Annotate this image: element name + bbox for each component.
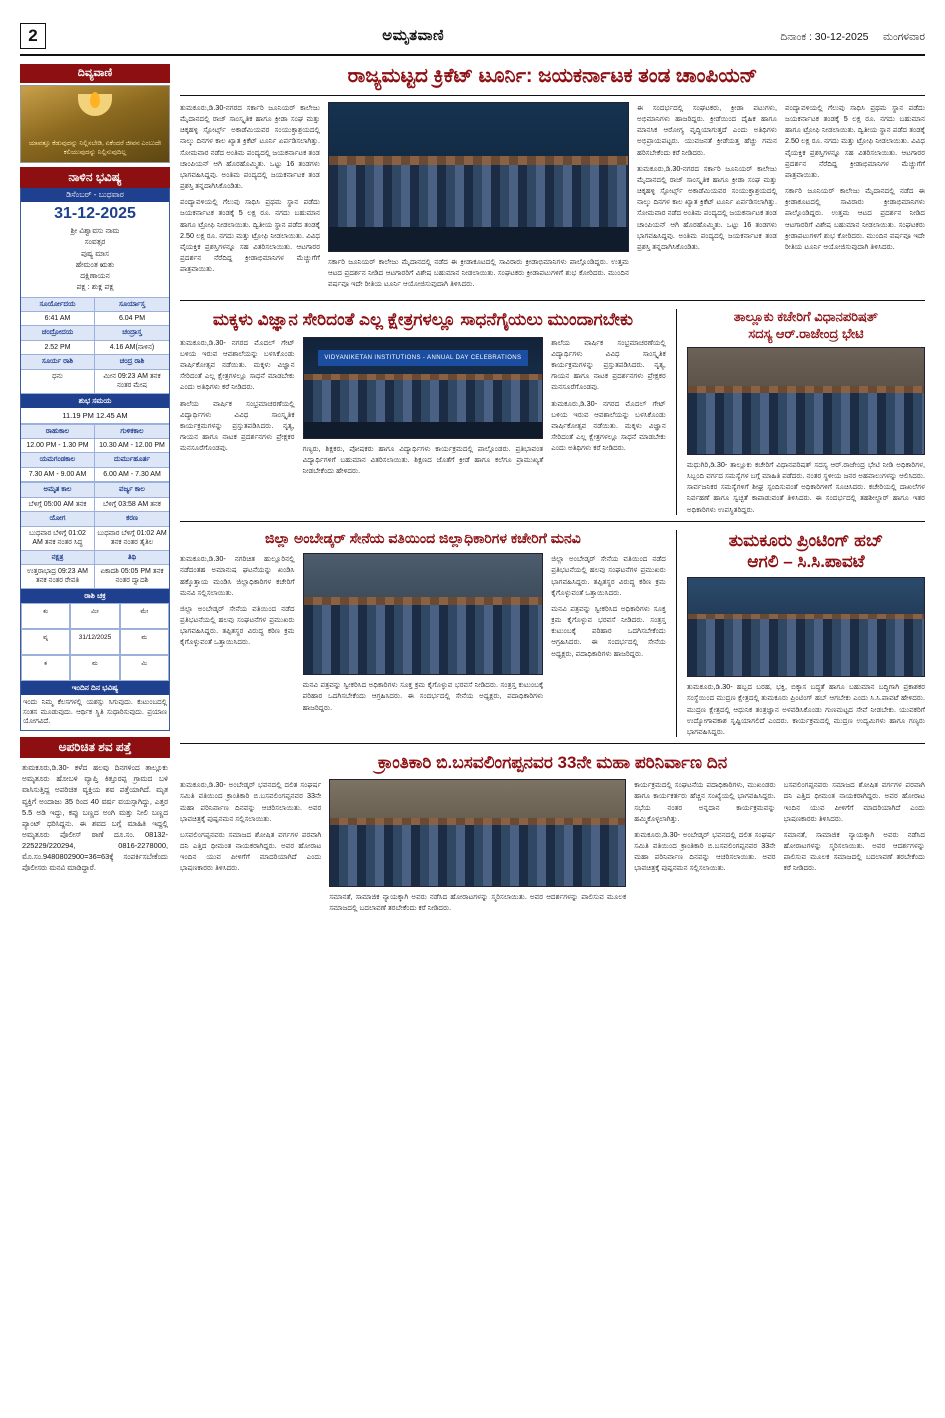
divyavani-caption: ಯಾವತ್ತೂ ಕೆಡುವುದನ್ನು ನಿಲ್ಲಿಸಬೇಡಿ, ಏಕೆಂದರೆ ಜೀವನ ಎಂಬುದೇ ಕಲಿಯುವುದನ್ನು ನಿಲ್ಲಿಸುವುದಿಲ್ಲ — [28, 140, 162, 157]
science-headline: ಮಕ್ಕಳು ವಿಜ್ಞಾನ ಸೇರಿದಂತೆ ಎಲ್ಲ ಕ್ಷೇತ್ರಗಳಲ್ಲೂ ಸಾಧನೆಗೈಯಲು ಮುಂದಾಗಬೇಕು — [212, 310, 634, 330]
science-para: ತುಮಕೂರು,ಡಿ.30- ನಗರದ ಮೊದಲ್ ಗೇಟ್ ಬಳಿಯ ಇರುವ ಆವಶಾಲೆಯನ್ನು ಬಳಸಿಕೊಂಡು ವಾರ್ಷಿಕೋತ್ಸವ ನಡೆಯಿತು. ಮಕ್ಕಳು ವಿಜ್ಞಾನ ಸೇರಿದಂತೆ ಎಲ್ಲ ಕ್ಷೇತ್ರಗಳಲ್ಲೂ ಸಾಧನೆ ಮಾಡಬೇಕು ಎಂದು ಅತಿಥಿಗಳು ಕರೆ ನೀಡಿದರು. — [180, 337, 295, 392]
nakshatra-header: ನಕ್ಷತ್ರ — [21, 551, 95, 565]
tithi-header: ತಿಥಿ — [95, 551, 169, 565]
good-time-header: ಶುಭ ಸಮಯ — [21, 394, 169, 408]
content-area — [180, 64, 925, 1394]
amritakala-header: ಅಮೃತ ಕಾಲ — [21, 483, 95, 497]
basavalingappa-para: ಸಮಾನತೆ, ಸಾಮಾಜಿಕ ನ್ಯಾಯಕ್ಕಾಗಿ ಅವರು ನಡೆಸಿದ ಹೋರಾಟಗಳನ್ನು ಸ್ಮರಿಸಲಾಯಿತು. ಅವರ ಆದರ್ಶಗಳನ್ನು ಪಾಲಿಸುವ ಮೂಲಕ ಸಮಾಜದಲ್ಲಿ ಬದಲಾವಣೆ ತರಬೇಕೆಂದು ಕರೆ ನೀಡಿದರು. — [783, 829, 925, 873]
good-time-value: 11.19 PM 12.45 AM — [21, 408, 169, 424]
ambedkar-para: ಮನವಿ ಪತ್ರವನ್ನು ಸ್ವೀಕರಿಸಿದ ಅಧಿಕಾರಿಗಳು ಸೂಕ್ತ ಕ್ರಮ ಕೈಗೊಳ್ಳುವ ಭರವಸೆ ನೀಡಿದರು. ಸಂತ್ರಸ್ತ ಕುಟುಂಬಕ್ಕೆ ಪರಿಹಾರ ಒದಗಿಸಬೇಕೆಂದು ಆಗ್ರಹಿಸಿದರು. ಈ ಸಂದರ್ಭದಲ್ಲಿ ಸೇನೆಯ ಅಧ್ಯಕ್ಷರು, ಪದಾಧಿಕಾರಿಗಳು ಹಾಜರಿದ್ದರು. — [551, 603, 666, 658]
ambedkar-col-2 — [303, 679, 544, 712]
printing-headline-line2: ಆಗಲಿ – ಸಿ.ಸಿ.ಪಾವಟೆ — [747, 552, 865, 571]
cricket-para: ಈ ಸಂದರ್ಭದಲ್ಲಿ ಸಂಘಟಕರು, ಕ್ರೀಡಾ ಪಟುಗಳು, ಅಭಿಮಾನಿಗಳು ಹಾಜರಿದ್ದರು. ಕ್ರೀಡೆಯಿಂದ ದೈಹಿಕ ಹಾಗೂ ಮಾನಸಿಕ ಆರೋಗ್ಯ ವೃದ್ಧಿಯಾಗುತ್ತದೆ ಎಂದು ಅತಿಥಿಗಳು ಅಭಿಪ್ರಾಯಪಟ್ಟರು. ಯುವಜನತೆ ಕ್ರೀಡೆಯತ್ತ ಹೆಚ್ಚು ಗಮನ ಹರಿಸಬೇಕೆಂದು ಕರೆ ನೀಡಿದರು. — [637, 103, 777, 157]
panchanga-line: ಪುಷ್ಯ ಮಾಸ — [80, 248, 110, 258]
cricket-para: ಸರ್ಕಾರಿ ಜೂನಿಯರ್ ಕಾಲೇಜು ಮೈದಾನದಲ್ಲಿ ನಡೆದ ಈ ಕ್ರೀಡಾಕೂಟದಲ್ಲಿ ಸಾವಿರಾರು ಕ್ರೀಡಾಭಿಮಾನಿಗಳು ಪಾಲ್ಗೊಂಡಿದ್ದರು. ಉತ್ತಮ ಆಟದ ಪ್ರದರ್ಶನ ನೀಡಿದ ಆಟಗಾರರಿಗೆ ವಿಶೇಷ ಬಹುಮಾನ ನೀಡಲಾಯಿತು. ಸಂಘಟಕರು ಕ್ರೀಡಾಪಟುಗಳಿಗೆ ಶುಭ ಕೋರಿದರು. ಮುಂದಿನ ವರ್ಷವೂ ಇದೇ ರೀತಿಯ ಟೂರ್ನಿ ಆಯೋಜಿಸುವುದಾಗಿ ತಿಳಿಸಿದರು. — [328, 257, 629, 289]
basavalingappa-para: ಸಮಾನತೆ, ಸಾಮಾಜಿಕ ನ್ಯಾಯಕ್ಕಾಗಿ ಅವರು ನಡೆಸಿದ ಹೋರಾಟಗಳನ್ನು ಸ್ಮರಿಸಲಾಯಿತು. ಅವರ ಆದರ್ಶಗಳನ್ನು ಪಾಲಿಸುವ ಮೂಲಕ ಸಮಾಜದಲ್ಲಿ ಬದಲಾವಣೆ ತರಬೇಕೆಂದು ಕರೆ ನೀಡಿದರು. — [329, 892, 627, 913]
rashi-cell: ಮೇ — [120, 603, 169, 629]
science-col-2 — [303, 443, 544, 476]
panchanga-head: ಡಿಸೆಂಬರ್ - ಬುಧವಾರ — [21, 188, 169, 202]
unidentified-body-text: ತುಮಕೂರು,ಡಿ.30- ಕಳೆದ ಹಲವು ದಿನಗಳಿಂದ ತಾಲ್ಲೂಕು ಅಮೃತೂರು ಹೋಬಳಿ ವ್ಯಾಪ್ತಿ ಕಿತ್ತೂರಪ್ಪ ಗ್ರಾಮದ ಬಳಿ ವಾಸಿಸುತ್ತಿದ್ದ ಅಪರಿಚಿತ ವ್ಯಕ್ತಿಯ ಶವ ಪತ್ತೆಯಾಗಿದೆ. ಮೃತ ವ್ಯಕ್ತಿಗೆ ಅಂದಾಜು 35 ರಿಂದ 40 ವರ್ಷ ವಯಸ್ಸಾಗಿದ್ದು, ಎತ್ತರ 5.5 ಅಡಿ ಇದ್ದು, ಕಪ್ಪು ಬಣ್ಣದ ಅಂಗಿ ಮತ್ತು ನೀಲಿ ಬಣ್ಣದ ಪ್ಯಾಂಟ್ ಧರಿಸಿದ್ದನು. ಈ ಶವದ ಬಗ್ಗೆ ಮಾಹಿತಿ ಇದ್ದಲ್ಲಿ ಅಮೃತೂರು ಪೊಲೀಸ್ ಠಾಣೆ ದೂ.ಸಂ. 08132-225229/220294, 0816-2278000, ಮೊ.ಸಂ.9480802900=36=63ಕ್ಕೆ ಸಂಪರ್ಕಿಸಬೇಕೆಂದು ಪೊಲೀಸರು ಮನವಿ ಮಾಡಿದ್ದಾರೆ. — [22, 763, 168, 873]
panchanga-line: ಪಕ್ಷ : ಶುಕ್ಲ ಪಕ್ಷ — [76, 282, 114, 292]
basavalingappa-photo-block — [329, 779, 626, 918]
rashi-cell: ಕ — [21, 655, 70, 681]
rashi-chart — [21, 603, 169, 681]
panchanga-lines — [21, 225, 169, 297]
cricket-col-1 — [180, 102, 320, 294]
varjyakala-value: ಬೆಳಿಗ್ಗೆ 03:58 AM ತನಕ — [95, 498, 169, 512]
rashi-cell: ಕು — [21, 603, 70, 629]
panchanga-line: ದಕ್ಷಿಣಾಯನ — [80, 271, 110, 280]
science-photo-banner: VIDYANIKETAN INSTITUTIONS - ANNUAL DAY CELEBRATIONS — [318, 350, 528, 366]
story-science — [180, 309, 666, 514]
science-para: ತುಮಕೂರು,ಡಿ.30- ನಗರದ ಮೊದಲ್ ಗೇಟ್ ಬಳಿಯ ಇರುವ ಆವಶಾಲೆಯನ್ನು ಬಳಸಿಕೊಂಡು ವಾರ್ಷಿಕೋತ್ಸವ ನಡೆಯಿತು. ಮಕ್ಕಳು ವಿಜ್ಞಾನ ಸೇರಿದಂತೆ ಎಲ್ಲ ಕ್ಷೇತ್ರಗಳಲ್ಲೂ ಸಾಧನೆ ಮಾಡಬೇಕು ಎಂದು ಅತಿಥಿಗಳು ಕರೆ ನೀಡಿದರು. — [551, 398, 666, 453]
left-rail — [20, 64, 170, 1394]
ambedkar-col-3 — [551, 553, 666, 717]
science-photo-block — [303, 337, 544, 481]
basavalingappa-para: ತುಮಕೂರು,ಡಿ.30- ಅಂಬೇಡ್ಕರ್ ಭವನದಲ್ಲಿ ದಲಿತ ಸಂಘರ್ಷ ಸಮಿತಿ ವತಿಯಿಂದ ಕ್ರಾಂತಿಕಾರಿ ಬಿ.ಬಸವಲಿಂಗಪ್ಪನವರ 33ನೇ ಮಹಾ ಪರಿನಿರ್ವಾಣ ದಿನವನ್ನು ಆಚರಿಸಲಾಯಿತು. ಅವರ ಭಾವಚಿತ್ರಕ್ಕೆ ಪುಷ್ಪನಮನ ಸಲ್ಲಿಸಲಾಯಿತು. — [180, 780, 322, 823]
sun-sign-header: ಸೂರ್ಯ ರಾಶಿ — [21, 355, 95, 369]
sunset-header: ಸೂರ್ಯಾಸ್ತ — [95, 298, 169, 312]
nakshatra-value: ಉತ್ತರಾಭಾದ್ರ 09:23 AM ತನಕ ನಂತರ ರೇವತಿ — [21, 565, 95, 589]
cricket-headline: ರಾಜ್ಯಮಟ್ಟದ ಕ್ರಿಕೆಟ್ ಟೂರ್ನಿ: ಜಯಕರ್ನಾಟಕ ತಂಡ ಚಾಂಪಿಯನ್ — [347, 65, 758, 87]
science-col-3 — [551, 337, 666, 481]
yoga-value: ಬುಧವಾರ ಬೆಳಿಗ್ಗೆ 01:02 AM ತನಕ ನಂತರ ಸಿದ್ಧ — [21, 527, 95, 551]
ambedkar-headline: ಜಿಲ್ಲಾ ಅಂಬೇಡ್ಕರ್ ಸೇನೆಯ ವತಿಯಿಂದ ಜಿಲ್ಲಾಧಿಕಾರಿಗಳ ಕಚೇರಿಗೆ ಮನವಿ — [264, 529, 581, 546]
cricket-para: ತುಮಕೂರು,ಡಿ.30-ನಗರದ ಸರ್ಕಾರಿ ಜೂನಿಯರ್ ಕಾಲೇಜು ಮೈದಾನದಲ್ಲಿ ರಾಜ್ ಸಾಂಸ್ಕೃತಿಕ ಹಾಗೂ ಕ್ರೀಡಾ ಸಂಘ ಮತ್ತು ಚಿಕ್ಕಹಳ್ಳಿ ಸ್ಪೋರ್ಟ್ಸ್ ಅಕಾಡೆಮಿಯವರ ಸಂಯುಕ್ತಾಶ್ರಯದಲ್ಲಿ ನಾಲ್ಕು ದಿನಗಳ ಕಾಲ ಖ್ಯಾತ ಕ್ರಿಕೆಟ್ ಟೂರ್ನಿ ಏರ್ಪಡಿಸಲಾಗಿತ್ತು. ಸೋಮವಾರ ನಡೆದ ಅಂತಿಮ ಪಂದ್ಯದಲ್ಲಿ ಜಯಕರ್ನಾಟಕ ತಂಡ ಚಾಂಪಿಯನ್ ಆಗಿ ಹೊರಹೊಮ್ಮಿತು. ಒಟ್ಟು 16 ತಂಡಗಳು ಭಾಗವಹಿಸಿದ್ದವು. ಅಂತಿಮ ಪಂದ್ಯದಲ್ಲಿ ಜಯಕರ್ನಾಟಕ ತಂಡ ಪ್ರಶಸ್ತಿ ತನ್ನದಾಗಿಸಿಕೊಂಡಿತು. — [637, 163, 777, 251]
masthead-day: ಮಂಗಳವಾರ — [882, 30, 925, 43]
moon-sign-value: ಮೀನ 09:23 AM ತನಕ ನಂತರ ಮೇಷ — [95, 370, 169, 394]
ambedkar-photo-block — [303, 553, 544, 717]
karana-header: ಕರಣ — [95, 512, 169, 526]
panchanga-line: ಹೇಮಂತ ಋತು — [75, 259, 115, 269]
basavalingappa-para: ಕಾರ್ಯಕ್ರಮದಲ್ಲಿ ಸಂಘಟನೆಯ ಪದಾಧಿಕಾರಿಗಳು, ಮುಖಂಡರು ಹಾಗೂ ಕಾರ್ಯಕರ್ತರು ಹೆಚ್ಚಿನ ಸಂಖ್ಯೆಯಲ್ಲಿ ಭಾಗವಹಿಸಿದ್ದರು. ಸಭೆಯ ನಂತರ ಅನ್ನದಾನ ಕಾರ್ಯಕ್ರಮವನ್ನು ಹಮ್ಮಿಕೊಳ್ಳಲಾಗಿತ್ತು. — [634, 780, 776, 823]
moonset-header: ಚಂದ್ರಾಸ್ತ — [95, 326, 169, 340]
cricket-para: ಸರ್ಕಾರಿ ಜೂನಿಯರ್ ಕಾಲೇಜು ಮೈದಾನದಲ್ಲಿ ನಡೆದ ಈ ಕ್ರೀಡಾಕೂಟದಲ್ಲಿ ಸಾವಿರಾರು ಕ್ರೀಡಾಭಿಮಾನಿಗಳು ಪಾಲ್ಗೊಂಡಿದ್ದರು. ಉತ್ತಮ ಆಟದ ಪ್ರದರ್ಶನ ನೀಡಿದ ಆಟಗಾರರಿಗೆ ವಿಶೇಷ ಬಹುಮಾನ ನೀಡಲಾಯಿತು. ಸಂಘಟಕರು ಕ್ರೀಡಾಪಟುಗಳಿಗೆ ಶುಭ ಕೋರಿದರು. ಮುಂದಿನ ವರ್ಷವೂ ಇದೇ ರೀತಿಯ ಟೂರ್ನಿ ಆಯೋಜಿಸುವುದಾಗಿ ತಿಳಿಸಿದರು. — [785, 186, 925, 251]
story-ambedkar — [180, 530, 666, 737]
rahukala-value: 12.00 PM - 1.30 PM — [21, 439, 95, 453]
durmuhurta-value: 6.00 AM - 7.30 AM — [95, 468, 169, 482]
masthead-date: ದಿನಾಂಕ : 30-12-2025 — [780, 30, 869, 43]
ambedkar-para: ಜಿಲ್ಲಾ ಅಂಬೇಡ್ಕರ್ ಸೇನೆಯ ವತಿಯಿಂದ ನಡೆದ ಪ್ರತಿಭಟನೆಯಲ್ಲಿ ಹಲವು ಸಂಘಟನೆಗಳ ಪ್ರಮುಖರು ಭಾಗವಹಿಸಿದ್ದರು. ತಪ್ಪಿತಸ್ಥರ ವಿರುದ್ಧ ಕಠಿಣ ಕ್ರಮ ಕೈಗೊಳ್ಳುವಂತೆ ಒತ್ತಾಯಿಸಿದರು. — [551, 554, 666, 597]
basavalingappa-col-1 — [180, 779, 321, 918]
basavalingappa-col-3 — [634, 779, 775, 918]
amritakala-value: ಬೆಳಿಗ್ಗೆ 05:00 AM ತನಕ — [21, 498, 95, 512]
rashi-cell: ವೃ — [21, 629, 70, 655]
cricket-photo-block — [328, 102, 629, 294]
gulikakala-value: 10.30 AM - 12.00 PM — [95, 439, 169, 453]
yamaganda-value: 7.30 AM - 9.00 AM — [21, 468, 95, 482]
yoga-header: ಯೋಗ — [21, 512, 95, 526]
ambedkar-para: ಮನವಿ ಪತ್ರವನ್ನು ಸ್ವೀಕರಿಸಿದ ಅಧಿಕಾರಿಗಳು ಸೂಕ್ತ ಕ್ರಮ ಕೈಗೊಳ್ಳುವ ಭರವಸೆ ನೀಡಿದರು. ಸಂತ್ರಸ್ತ ಕುಟುಂಬಕ್ಕೆ ಪರಿಹಾರ ಒದಗಿಸಬೇಕೆಂದು ಆಗ್ರಹಿಸಿದರು. ಈ ಸಂದರ್ಭದಲ್ಲಿ ಸೇನೆಯ ಅಧ್ಯಕ್ಷರು, ಪದಾಧಿಕಾರಿಗಳು ಹಾಜರಿದ್ದರು. — [302, 680, 544, 712]
story-cricket — [180, 64, 925, 294]
rashi-cell: ಮ — [120, 629, 169, 655]
row-science-mla — [180, 309, 925, 514]
moonrise-header: ಚಂದ್ರೋದಯ — [21, 326, 95, 340]
printing-text: ತುಮಕೂರು,ಡಿ.30- ಹಬ್ಬದ ಬರಹ, ಭಕ್ತಿ, ಬಿಕ್ಕಾಸ ಬದ್ಧತೆ ಹಾಗೂ ಬಹುಮಾನ ಬದ್ಧಿಗಾಗಿ ಪ್ರಕಾಶಕರ ಸಂಸ್ಥೆಯಿಂದ ಮುದ್ರಣ ಕ್ಷೇತ್ರದಲ್ಲಿ ತುಮಕೂರು ಪ್ರಿಂಟಿಂಗ್ ಹಬ್ ಆಗಬೇಕು ಎಂದು ಸಿ.ಸಿ.ಪಾವಟೆ ಹೇಳಿದರು. ಮುದ್ರಣ ಕ್ಷೇತ್ರದಲ್ಲಿ ಆಧುನಿಕ ತಂತ್ರಜ್ಞಾನ ಅಳವಡಿಸಿಕೊಂಡು ಗುಣಮಟ್ಟದ ಸೇವೆ ನೀಡಬೇಕು. ಯುವಕರಿಗೆ ಉದ್ಯೋಗಾವಕಾಶ ಸೃಷ್ಟಿಯಾಗಲಿದೆ ಎಂದರು. ಕಾರ್ಯಕ್ರಮದಲ್ಲಿ ಮುದ್ರಣ ಉದ್ಯಮಿಗಳು ಹಾಗೂ ಗಣ್ಯರು ಭಾಗವಹಿಸಿದ್ದರು. — [686, 682, 925, 736]
rahukala-header: ರಾಹುಕಾಲ — [21, 425, 95, 439]
daily-forecast-text: ಇಂದು ನಿಮ್ಮ ಕೆಲಸಗಳಲ್ಲಿ ಯಶಸ್ಸು ಸಿಗುವುದು. ಕುಟುಂಬದಲ್ಲಿ ಸಂತಸ ಮೂಡುವುದು. ಆರ್ಥಿಕ ಸ್ಥಿತಿ ಸುಧಾರಿಸುವುದು. ಪ್ರಯಾಣ ಯೋಗವಿದೆ. — [23, 698, 167, 726]
sunrise-value: 6:41 AM — [21, 312, 95, 326]
cricket-col-4 — [785, 102, 925, 294]
moon-sign-header: ಚಂದ್ರ ರಾಶಿ — [95, 355, 169, 369]
mla-headline-line2: ಸದಸ್ಯ ಆರ್.ರಾಜೇಂದ್ರ ಭೇಟಿ — [748, 325, 864, 341]
rashi-cell: ಮ — [70, 655, 119, 681]
masthead — [20, 22, 925, 56]
mla-text: ಮಧುಗಿರಿ,ಡಿ.30- ತಾಲ್ಲೂಕು ಕಚೇರಿಗೆ ವಿಧಾನಪರಿಷತ್ ಸದಸ್ಯ ಆರ್.ರಾಜೇಂದ್ರ ಭೇಟಿ ನೀಡಿ ಅಧಿಕಾರಿಗಳ, ಸಿಬ್ಬಂದಿ ವರ್ಗದ ಸಮಸ್ಯೆಗಳ ಬಗ್ಗೆ ಮಾಹಿತಿ ಪಡೆದರು. ನಂತರ ಸ್ಥಳೀಯ ಜನರ ಅಹವಾಲುಗಳನ್ನು ಆಲಿಸಿದರು. ಸಾರ್ವಜನಿಕರ ಸಮಸ್ಯೆಗಳಿಗೆ ಶೀಘ್ರ ಸ್ಪಂದಿಸುವಂತೆ ಅಧಿಕಾರಿಗಳಿಗೆ ಸೂಚಿಸಿದರು. ಕಚೇರಿಯಲ್ಲಿ ದಾಖಲೆಗಳ ನಿರ್ವಹಣೆ ಹಾಗೂ ಸ್ವಚ್ಛತೆ ಕಾಪಾಡುವಂತೆ ತಿಳಿಸಿದರು. ಈ ಸಂದರ್ಭದಲ್ಲಿ ತಹಶೀಲ್ದಾರ್ ಹಾಗೂ ಇತರ ಅಧಿಕಾರಿಗಳು ಉಪಸ್ಥಿತರಿದ್ದರು. — [686, 459, 925, 514]
divyavani-image — [20, 85, 170, 163]
gulikakala-header: ಗುಳಿಕಕಾಲ — [95, 425, 169, 439]
panchanga-date: 31-12-2025 — [54, 205, 136, 222]
basavalingappa-para: ಬಸವಲಿಂಗಪ್ಪನವರು ಸಮಾಜದ ಶೋಷಿತ ವರ್ಗಗಳ ಪರವಾಗಿ ದನಿ ಎತ್ತಿದ ಧೀಮಂತ ನಾಯಕರಾಗಿದ್ದರು. ಅವರ ಹೋರಾಟ ಇಂದಿನ ಯುವ ಪೀಳಿಗೆಗೆ ಮಾದರಿಯಾಗಿದೆ ಎಂದು ಭಾಷಣಕಾರರು ತಿಳಿಸಿದರು. — [180, 829, 322, 873]
science-para: ಗಣ್ಯರು, ಶಿಕ್ಷಕರು, ಪೋಷಕರು ಹಾಗೂ ವಿದ್ಯಾರ್ಥಿಗಳು ಕಾರ್ಯಕ್ರಮದಲ್ಲಿ ಪಾಲ್ಗೊಂಡರು. ಪ್ರತಿಭಾವಂತ ವಿದ್ಯಾರ್ಥಿಗಳಿಗೆ ಬಹುಮಾನ ವಿತರಿಸಲಾಯಿತು. ಶಿಕ್ಷಣದ ಜೊತೆಗೆ ಕ್ರೀಡೆ ಹಾಗೂ ಕಲೆಗೂ ಪ್ರಾಮುಖ್ಯತೆ ನೀಡಬೇಕೆಂದು ಹೇಳಿದರು. — [302, 443, 544, 476]
mla-headline-line1: ತಾಲ್ಲೂಕು ಕಚೇರಿಗೆ ವಿಧಾನಪರಿಷತ್ — [733, 309, 878, 325]
ambedkar-para: ತುಮಕೂರು,ಡಿ.30- ನಗರಿಚಿತ ಹುಲ್ಲೂರಿನಲ್ಲಿ ನಡೆದಂತಹ ಅಮಾನುಷ ಘಟನೆಯನ್ನು ಖಂಡಿಸಿ ಹಕ್ಕೊತ್ತಾಯ ಮಂಡಿಸಿ ಜಿಲ್ಲಾಧಿಕಾರಿಗಳ ಕಚೇರಿಗೆ ಮನವಿ ಸಲ್ಲಿಸಲಾಯಿತು. — [180, 554, 295, 597]
ambedkar-col-1 — [180, 553, 295, 717]
page-number: 2 — [20, 23, 46, 49]
rashi-cell: ಮೀ — [70, 603, 119, 629]
moonset-value: 4.16 AM(ನಾಳಿನ) — [95, 341, 169, 355]
durmuhurta-header: ದುರ್ಮುಹೂರ್ತ — [95, 453, 169, 467]
science-col-1 — [180, 337, 295, 481]
cricket-col-2 — [328, 256, 629, 289]
cricket-col-3 — [637, 102, 777, 294]
science-para: ಶಾಲೆಯ ವಾರ್ಷಿಕ ಸಂಭ್ರಮಾಚರಣೆಯಲ್ಲಿ ವಿದ್ಯಾರ್ಥಿಗಳು ವಿವಿಧ ಸಾಂಸ್ಕೃತಿಕ ಕಾರ್ಯಕ್ರಮಗಳನ್ನು ಪ್ರಸ್ತುತಪಡಿಸಿದರು. ನೃತ್ಯ, ಗಾಯನ ಹಾಗೂ ನಾಟಕ ಪ್ರದರ್ಶನಗಳು ಪ್ರೇಕ್ಷಕರ ಮನಸೂರೆಗೊಂಡವು. — [180, 398, 295, 453]
ambedkar-para: ಜಿಲ್ಲಾ ಅಂಬೇಡ್ಕರ್ ಸೇನೆಯ ವತಿಯಿಂದ ನಡೆದ ಪ್ರತಿಭಟನೆಯಲ್ಲಿ ಹಲವು ಸಂಘಟನೆಗಳ ಪ್ರಮುಖರು ಭಾಗವಹಿಸಿದ್ದರು. ತಪ್ಪಿತಸ್ಥರ ವಿರುದ್ಧ ಕಠಿಣ ಕ್ರಮ ಕೈಗೊಳ್ಳುವಂತೆ ಒತ್ತಾಯಿಸಿದರು. — [180, 603, 295, 647]
cricket-para: ಪಂದ್ಯಾವಳಿಯಲ್ಲಿ ಗೆಲುವು ಸಾಧಿಸಿ ಪ್ರಥಮ ಸ್ಥಾನ ಪಡೆದು ಜಯಕರ್ನಾಟಕ ತಂಡಕ್ಕೆ 5 ಲಕ್ಷ ರೂ. ನಗದು ಬಹುಮಾನ ಹಾಗೂ ಟ್ರೋಫಿ ನೀಡಲಾಯಿತು. ದ್ವಿತೀಯ ಸ್ಥಾನ ಪಡೆದ ತಂಡಕ್ಕೆ 2.50 ಲಕ್ಷ ರೂ. ನಗದು ಮತ್ತು ಟ್ರೋಫಿ ನೀಡಲಾಯಿತು. ವಿವಿಧ ವೈಯಕ್ತಿಕ ಪ್ರಶಸ್ತಿಗಳನ್ನೂ ಸಹ ವಿತರಿಸಲಾಯಿತು. ಆಟಗಾರರ ಪ್ರದರ್ಶನ ನೆರೆದಿದ್ದ ಕ್ರೀಡಾಭಿಮಾನಿಗಳ ಮೆಚ್ಚುಗೆಗೆ ಪಾತ್ರವಾಯಿತು. — [785, 103, 925, 179]
sunrise-table — [21, 297, 169, 394]
varjyakala-header: ವರ್ಜ್ಯ ಕಾಲ — [95, 483, 169, 497]
story-basavalingappa — [180, 752, 925, 919]
story-mla-visit — [676, 309, 925, 514]
rashi-chart-date: 31/12/2025 — [70, 629, 119, 655]
panchanga-line: ಸಂವತ್ಸರ — [84, 237, 106, 247]
basavalingappa-para: ತುಮಕೂರು,ಡಿ.30- ಅಂಬೇಡ್ಕರ್ ಭವನದಲ್ಲಿ ದಲಿತ ಸಂಘರ್ಷ ಸಮಿತಿ ವತಿಯಿಂದ ಕ್ರಾಂತಿಕಾರಿ ಬಿ.ಬಸವಲಿಂಗಪ್ಪನವರ 33ನೇ ಮಹಾ ಪರಿನಿರ್ವಾಣ ದಿನವನ್ನು ಆಚರಿಸಲಾಯಿತು. ಅವರ ಭಾವಚಿತ್ರಕ್ಕೆ ಪುಷ್ಪನಮನ ಸಲ್ಲಿಸಲಾಯಿತು. — [634, 829, 776, 873]
rashi-chart-header: ರಾಶಿ ಚಕ್ರ — [21, 589, 169, 603]
divyavani-title: ದಿವ್ಯವಾಣಿ — [20, 64, 170, 83]
rashi-cell: ಮಿ — [120, 655, 169, 681]
basavalingappa-col-4 — [784, 779, 925, 918]
daily-forecast-header: ಇಂದಿನ ದಿನ ಭವಿಷ್ಯ — [21, 681, 169, 695]
sunrise-header: ಸೂರ್ಯೋದಯ — [21, 298, 95, 312]
sun-sign-value: ಧನು — [21, 370, 95, 394]
karana-value: ಬುಧವಾರ ಬೆಳಿಗ್ಗೆ 01:02 AM ತನಕ ನಂತರ ತೈತಿಲ — [95, 527, 169, 551]
panchanga-panel — [20, 188, 170, 731]
basavalingappa-para: ಬಸವಲಿಂಗಪ್ಪನವರು ಸಮಾಜದ ಶೋಷಿತ ವರ್ಗಗಳ ಪರವಾಗಿ ದನಿ ಎತ್ತಿದ ಧೀಮಂತ ನಾಯಕರಾಗಿದ್ದರು. ಅವರ ಹೋರಾಟ ಇಂದಿನ ಯುವ ಪೀಳಿಗೆಗೆ ಮಾದರಿಯಾಗಿದೆ ಎಂದು ಭಾಷಣಕಾರರು ತಿಳಿಸಿದರು. — [783, 780, 925, 823]
tithi-value: ಏಕಾದಶಿ 05:05 PM ತನಕ ನಂತರ ದ್ವಾದಶಿ — [95, 565, 169, 589]
paper-name: ಅಮೃತವಾಣಿ — [382, 27, 445, 44]
inauspicious-table — [21, 424, 169, 483]
basavalingappa-headline: ಕ್ರಾಂತಿಕಾರಿ ಬಿ.ಬಸವಲಿಂಗಪ್ಪನವರ 33ನೇ ಮಹಾ ಪರಿನಿರ್ವಾಣ ದಿನ — [377, 753, 728, 773]
panchanga-line: ಶ್ರೀ ವಿಶ್ವಾವಸು ನಾಮ — [70, 226, 120, 235]
extra-table — [21, 482, 169, 589]
story-printing-hub — [676, 530, 925, 737]
moonrise-value: 2.52 PM — [21, 341, 95, 355]
basavalingappa-col-2 — [329, 891, 626, 913]
cricket-para: ತುಮಕೂರು,ಡಿ.30-ನಗರದ ಸರ್ಕಾರಿ ಜೂನಿಯರ್ ಕಾಲೇಜು ಮೈದಾನದಲ್ಲಿ ರಾಜ್ ಸಾಂಸ್ಕೃತಿಕ ಹಾಗೂ ಕ್ರೀಡಾ ಸಂಘ ಮತ್ತು ಚಿಕ್ಕಹಳ್ಳಿ ಸ್ಪೋರ್ಟ್ಸ್ ಅಕಾಡೆಮಿಯವರ ಸಂಯುಕ್ತಾಶ್ರಯದಲ್ಲಿ ನಾಲ್ಕು ದಿನಗಳ ಕಾಲ ಖ್ಯಾತ ಕ್ರಿಕೆಟ್ ಟೂರ್ನಿ ಏರ್ಪಡಿಸಲಾಗಿತ್ತು. ಸೋಮವಾರ ನಡೆದ ಅಂತಿಮ ಪಂದ್ಯದಲ್ಲಿ ಜಯಕರ್ನಾಟಕ ತಂಡ ಚಾಂಪಿಯನ್ ಆಗಿ ಹೊರಹೊಮ್ಮಿತು. ಒಟ್ಟು 16 ತಂಡಗಳು ಭಾಗವಹಿಸಿದ್ದವು. ಅಂತಿಮ ಪಂದ್ಯದಲ್ಲಿ ಜಯಕರ್ನಾಟಕ ತಂಡ ಪ್ರಶಸ್ತಿ ತನ್ನದಾಗಿಸಿಕೊಂಡಿತು. — [180, 103, 320, 191]
sunset-value: 6.04 PM — [95, 312, 169, 326]
science-para: ಶಾಲೆಯ ವಾರ್ಷಿಕ ಸಂಭ್ರಮಾಚರಣೆಯಲ್ಲಿ ವಿದ್ಯಾರ್ಥಿಗಳು ವಿವಿಧ ಸಾಂಸ್ಕೃತಿಕ ಕಾರ್ಯಕ್ರಮಗಳನ್ನು ಪ್ರಸ್ತುತಪಡಿಸಿದರು. ನೃತ್ಯ, ಗಾಯನ ಹಾಗೂ ನಾಟಕ ಪ್ರದರ್ಶನಗಳು ಪ್ರೇಕ್ಷಕರ ಮನಸೂರೆಗೊಂಡವು. — [551, 337, 666, 392]
printing-headline-line1: ತುಮಕೂರು ಪ್ರಿಂಟಿಂಗ್ ಹಬ್ — [728, 530, 884, 550]
unidentified-body-title: ಅಪರಿಚಿತ ಶವ ಪತ್ತೆ — [20, 737, 170, 758]
row-ambedkar-printing — [180, 530, 925, 737]
yamaganda-header: ಯಮಗಂಡಕಾಲ — [21, 453, 95, 467]
future-title: ನಾಳಿನ ಭವಿಷ್ಯ — [20, 167, 170, 188]
cricket-para: ಪಂದ್ಯಾವಳಿಯಲ್ಲಿ ಗೆಲುವು ಸಾಧಿಸಿ ಪ್ರಥಮ ಸ್ಥಾನ ಪಡೆದು ಜಯಕರ್ನಾಟಕ ತಂಡಕ್ಕೆ 5 ಲಕ್ಷ ರೂ. ನಗದು ಬಹುಮಾನ ಹಾಗೂ ಟ್ರೋಫಿ ನೀಡಲಾಯಿತು. ದ್ವಿತೀಯ ಸ್ಥಾನ ಪಡೆದ ತಂಡಕ್ಕೆ 2.50 ಲಕ್ಷ ರೂ. ನಗದು ಮತ್ತು ಟ್ರೋಫಿ ನೀಡಲಾಯಿತು. ವಿವಿಧ ವೈಯಕ್ತಿಕ ಪ್ರಶಸ್ತಿಗಳನ್ನೂ ಸಹ ವಿತರಿಸಲಾಯಿತು. ಆಟಗಾರರ ಪ್ರದರ್ಶನ ನೆರೆದಿದ್ದ ಕ್ರೀಡಾಭಿಮಾನಿಗಳ ಮೆಚ್ಚುಗೆಗೆ ಪಾತ್ರವಾಯಿತು. — [180, 197, 320, 274]
